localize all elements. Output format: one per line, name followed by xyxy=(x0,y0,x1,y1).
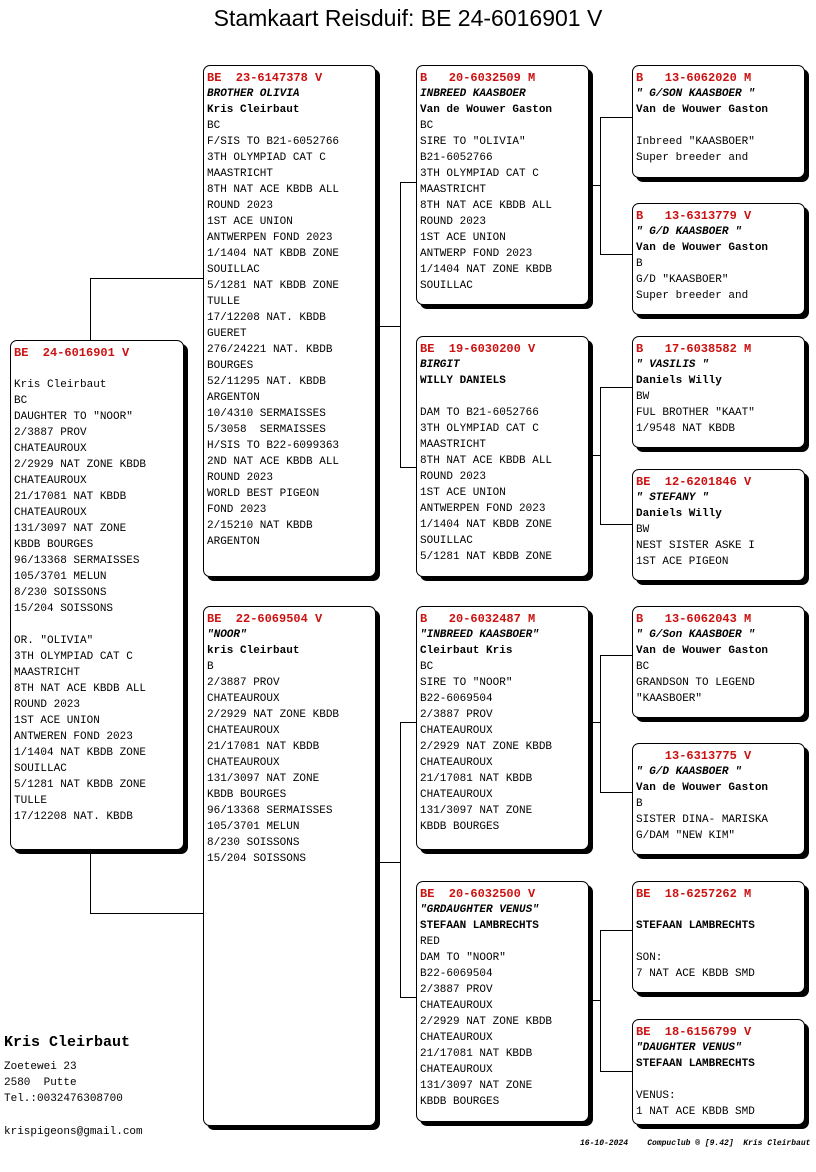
detail-line: 105/3701 MELUN xyxy=(14,571,107,583)
detail-line: 131/3097 NAT ZONE xyxy=(14,523,127,535)
detail-line: B22-6069504 xyxy=(420,968,493,980)
detail-line xyxy=(14,617,180,633)
ring-number: B 20-6032487 M xyxy=(420,612,536,626)
pigeon-name xyxy=(636,902,801,918)
owner-name: Kris Cleirbaut xyxy=(207,104,300,116)
pigeon-name: " VASILIS " xyxy=(636,359,709,371)
detail-line: CHATEAUROUX xyxy=(14,443,87,455)
detail-line: 8TH NAT ACE KBDB ALL xyxy=(207,184,340,196)
detail-line: 21/17081 NAT KBDB xyxy=(420,773,533,785)
connector-sire-grandparents xyxy=(376,326,400,328)
detail-line: 2/3887 PROV xyxy=(14,427,87,439)
detail-line: B21-6052766 xyxy=(420,152,493,164)
detail-line: ANTWERPEN FOND 2023 xyxy=(420,503,546,515)
connector-ss-parents xyxy=(589,185,600,187)
detail-line: 1ST ACE PIGEON xyxy=(636,556,729,568)
detail-line: Inbreed "KAASBOER" xyxy=(636,136,755,148)
pigeon-details xyxy=(636,934,801,982)
detail-line: SIRE TO "NOOR" xyxy=(420,677,513,689)
pigeon-name: " G/Son KAASBOER " xyxy=(636,629,755,641)
pigeon-card-sdd xyxy=(632,469,805,581)
pigeon-details xyxy=(420,934,585,1110)
detail-line: 5/3058 SERMAISSES xyxy=(207,424,326,436)
detail-line: ARGENTON xyxy=(207,392,260,404)
pigeon-card-dds xyxy=(632,881,805,993)
pigeon-name: "GRDAUGHTER VENUS" xyxy=(420,904,539,916)
detail-line: SOUILLAC xyxy=(14,763,67,775)
detail-line: 10/4310 SERMAISSES xyxy=(207,408,326,420)
detail-line: DAUGHTER TO "NOOR" xyxy=(14,411,133,423)
pigeon-details xyxy=(636,389,801,437)
detail-line: FOND 2023 xyxy=(207,504,267,516)
detail-line: ROUND 2023 xyxy=(207,472,274,484)
pigeon-details xyxy=(420,118,585,294)
owner-name: Van de Wouwer Gaston xyxy=(636,104,769,116)
detail-line: 21/17081 NAT KBDB xyxy=(207,741,320,753)
detail-line: 8/230 SOISSONS xyxy=(207,837,300,849)
detail-line: 17/12208 NAT. KBDB xyxy=(14,811,133,823)
connector-ds-parents xyxy=(589,722,600,724)
pigeon-details xyxy=(636,118,801,166)
detail-line: 15/204 SOISSONS xyxy=(207,853,307,865)
ring-number: BE 20-6032500 V xyxy=(420,887,536,901)
detail-line: 2ND NAT ACE KBDB ALL xyxy=(207,456,340,468)
detail-line: 5/1281 NAT KBDB ZONE xyxy=(207,280,340,292)
ring-number: B 13-6062043 M xyxy=(636,612,752,626)
connector-dam-grandparents xyxy=(376,862,400,864)
pigeon-card-dam-sire xyxy=(416,606,589,850)
breeder-street: Zoetewei 23 xyxy=(4,1061,77,1073)
detail-line: 2/3887 PROV xyxy=(420,709,493,721)
detail-line: CHATEAUROUX xyxy=(14,475,87,487)
detail-line: VENUS: xyxy=(636,1090,676,1102)
detail-line: 276/24221 NAT. KBDB xyxy=(207,344,333,356)
detail-line: 105/3701 MELUN xyxy=(207,821,300,833)
page-title: Stamkaart Reisduif: BE 24-6016901 V xyxy=(213,5,603,31)
detail-line xyxy=(14,361,180,377)
detail-line: KBDB BOURGES xyxy=(420,821,500,833)
detail-line: GUERET xyxy=(207,328,247,340)
ring-number: B 17-6038582 M xyxy=(636,342,752,356)
detail-line xyxy=(636,118,801,134)
detail-line: G/DAM "NEW KIM" xyxy=(636,830,736,842)
owner-name: Daniels Willy xyxy=(636,508,722,520)
pigeon-details xyxy=(636,796,801,844)
owner-name: Van de Wouwer Gaston xyxy=(636,645,769,657)
detail-line: 17/12208 NAT. KBDB xyxy=(207,312,326,324)
connector-sd-parents xyxy=(589,455,600,457)
pigeon-name: BIRGIT xyxy=(420,359,460,371)
detail-line: MAASTRICHT xyxy=(420,439,487,451)
detail-line: NEST SISTER ASKE I xyxy=(636,540,755,552)
breeder-phone: Tel.:0032476308700 xyxy=(4,1093,123,1105)
detail-line: 131/3097 NAT ZONE xyxy=(207,773,320,785)
owner-name: kris Cleirbaut xyxy=(207,645,300,657)
connector-sd-parents xyxy=(600,387,634,525)
pigeon-card-subject xyxy=(10,340,184,850)
detail-line: BC xyxy=(420,661,434,673)
detail-line: 1ST ACE UNION xyxy=(420,487,506,499)
pigeon-name: " G/SON KAASBOER " xyxy=(636,88,755,100)
owner-name: STEFAAN LAMBRECHTS xyxy=(420,920,539,932)
detail-line: KBDB BOURGES xyxy=(14,539,94,551)
detail-line: CHATEAUROUX xyxy=(207,757,280,769)
owner-name: STEFAAN LAMBRECHTS xyxy=(636,1058,755,1070)
pigeon-name: BROTHER OLIVIA xyxy=(207,88,300,100)
pigeon-details xyxy=(636,659,801,707)
detail-line: ROUND 2023 xyxy=(207,200,274,212)
detail-line: B xyxy=(636,258,643,270)
detail-line: 2/3887 PROV xyxy=(207,677,280,689)
detail-line: 2/3887 PROV xyxy=(420,984,493,996)
pigeon-details xyxy=(420,659,585,835)
owner-name: WILLY DANIELS xyxy=(420,375,506,387)
pigeon-details xyxy=(207,118,372,550)
pigeon-card-dam xyxy=(203,606,376,1126)
detail-line: MAASTRICHT xyxy=(207,168,274,180)
detail-line: 2/2929 NAT ZONE KBDB xyxy=(14,459,147,471)
detail-line: BW xyxy=(636,524,650,536)
owner-name: STEFAAN LAMBRECHTS xyxy=(636,920,755,932)
detail-line: MAASTRICHT xyxy=(14,667,81,679)
detail-line: G/D "KAASBOER" xyxy=(636,274,729,286)
detail-line: 2/2929 NAT ZONE KBDB xyxy=(420,1016,553,1028)
detail-line: GRANDSON TO LEGEND xyxy=(636,677,755,689)
detail-line: 1/1404 NAT ZONE KBDB xyxy=(420,264,553,276)
detail-line: 1/1404 NAT KBDB ZONE xyxy=(420,519,553,531)
detail-line: SOUILLAC xyxy=(420,280,473,292)
detail-line: 5/1281 NAT KBDB ZONE xyxy=(420,551,553,563)
detail-line: Kris Cleirbaut xyxy=(14,379,107,391)
pigeon-details xyxy=(636,256,801,304)
pigeon-card-sire-sire xyxy=(416,65,589,305)
ring-number: BE 12-6201846 V xyxy=(636,475,752,489)
pigeon-card-sds xyxy=(632,336,805,448)
pigeon-details xyxy=(636,522,801,570)
detail-line xyxy=(636,1072,801,1088)
detail-line: OR. "OLIVIA" xyxy=(14,635,94,647)
detail-line: 3TH OLYMPIAD CAT C xyxy=(420,423,539,435)
ring-number: BE 22-6069504 V xyxy=(207,612,323,626)
detail-line: 52/11295 NAT. KBDB xyxy=(207,376,326,388)
detail-line: BOURGES xyxy=(207,360,254,372)
detail-line: 1/9548 NAT KBDB xyxy=(636,423,736,435)
detail-line: 7 NAT ACE KBDB SMD xyxy=(636,968,755,980)
print-info: 16-10-2024 Compuclub ® [9.42] Kris Cleirbaut xyxy=(580,1139,811,1148)
pigeon-card-ddd xyxy=(632,1019,805,1125)
owner-name: Van de Wouwer Gaston xyxy=(420,104,553,116)
ring-number: B 13-6062020 M xyxy=(636,71,752,85)
detail-line: CHATEAUROUX xyxy=(207,725,280,737)
pigeon-card-sire xyxy=(203,65,376,577)
detail-line: 2/2929 NAT ZONE KBDB xyxy=(420,741,553,753)
detail-line: DAM TO B21-6052766 xyxy=(420,407,539,419)
detail-line: KBDB BOURGES xyxy=(420,1096,500,1108)
detail-line: 2/15210 NAT KBDB xyxy=(207,520,313,532)
ring-number: BE 23-6147378 V xyxy=(207,71,323,85)
detail-line: Super breeder and xyxy=(636,152,749,164)
detail-line: 21/17081 NAT KBDB xyxy=(420,1048,533,1060)
connector-ss-parents xyxy=(600,117,634,255)
detail-line: 96/13368 SERMAISSES xyxy=(14,555,140,567)
detail-line: CHATEAUROUX xyxy=(420,725,493,737)
detail-line: H/SIS TO B22-6099363 xyxy=(207,440,340,452)
detail-line: CHATEAUROUX xyxy=(420,789,493,801)
detail-line: CHATEAUROUX xyxy=(207,693,280,705)
detail-line: 1/1404 NAT KBDB ZONE xyxy=(14,747,147,759)
detail-line xyxy=(420,389,585,405)
pigeon-card-dam-dam xyxy=(416,881,589,1122)
breeder-name: Kris Cleirbaut xyxy=(4,1034,131,1051)
ring-number: B 13-6313779 V xyxy=(636,209,752,223)
detail-line: B xyxy=(207,661,214,673)
detail-line: F/SIS TO B21-6052766 xyxy=(207,136,340,148)
detail-line: CHATEAUROUX xyxy=(420,1032,493,1044)
detail-line: 8/230 SOISSONS xyxy=(14,587,107,599)
owner-name: Daniels Willy xyxy=(636,375,722,387)
detail-line: 1ST ACE UNION xyxy=(14,715,100,727)
pigeon-card-ssd xyxy=(632,203,805,315)
detail-line: MAASTRICHT xyxy=(420,184,487,196)
pigeon-details xyxy=(207,659,372,867)
detail-line: SISTER DINA- MARISKA xyxy=(636,814,769,826)
detail-line: RED xyxy=(420,936,440,948)
connector-ds-parents xyxy=(600,655,634,793)
breeder-email[interactable]: krispigeons@gmail.com xyxy=(4,1126,143,1138)
detail-line: WORLD BEST PIGEON xyxy=(207,488,320,500)
breeder-city: 2580 Putte xyxy=(4,1077,77,1089)
detail-line: 8TH NAT ACE KBDB ALL xyxy=(14,683,147,695)
pigeon-card-dsd xyxy=(632,743,805,855)
detail-line: CHATEAUROUX xyxy=(420,1000,493,1012)
detail-line: ROUND 2023 xyxy=(420,216,487,228)
pigeon-name: "INBREED KAASBOER" xyxy=(420,629,539,641)
detail-line: 15/204 SOISSONS xyxy=(14,603,114,615)
ring-number: BE 19-6030200 V xyxy=(420,342,536,356)
detail-line: SIRE TO "OLIVIA" xyxy=(420,136,526,148)
owner-name: Cleirbaut Kris xyxy=(420,645,513,657)
pigeon-name: " STEFANY " xyxy=(636,492,709,504)
detail-line: CHATEAUROUX xyxy=(420,1064,493,1076)
detail-line: ROUND 2023 xyxy=(14,699,81,711)
detail-line: 8TH NAT ACE KBDB ALL xyxy=(420,455,553,467)
owner-name: Van de Wouwer Gaston xyxy=(636,782,769,794)
pigeon-name: " G/D KAASBOER " xyxy=(636,766,742,778)
pigeon-details xyxy=(14,361,180,825)
detail-line: 1ST ACE UNION xyxy=(207,216,293,228)
pigeon-card-sss xyxy=(632,65,805,178)
detail-line: BW xyxy=(636,391,650,403)
pigeon-name: INBREED KAASBOER xyxy=(420,88,526,100)
detail-line: BC xyxy=(636,661,650,673)
pigeon-name: "NOOR" xyxy=(207,629,247,641)
detail-line: SOUILLAC xyxy=(207,264,260,276)
pigeon-card-dss xyxy=(632,606,805,718)
detail-line: FUL BROTHER "KAAT" xyxy=(636,407,755,419)
detail-line: BC xyxy=(14,395,28,407)
ring-number: BE 18-6257262 M xyxy=(636,887,752,901)
detail-line: 2/2929 NAT ZONE KBDB xyxy=(207,709,340,721)
detail-line: 3TH OLYMPIAD CAT C xyxy=(14,651,133,663)
owner-name: Van de Wouwer Gaston xyxy=(636,242,769,254)
pigeon-details xyxy=(420,389,585,565)
detail-line: ANTWERP FOND 2023 xyxy=(420,248,533,260)
ring-number: BE 24-6016901 V xyxy=(14,346,130,360)
detail-line: Super breeder and xyxy=(636,290,749,302)
detail-line: BC xyxy=(420,120,434,132)
detail-line: ANTWERPEN FOND 2023 xyxy=(207,232,333,244)
detail-line: CHATEAUROUX xyxy=(14,507,87,519)
connector-dd-parents xyxy=(600,930,634,1072)
ring-number: B 20-6032509 M xyxy=(420,71,536,85)
detail-line: 1/1404 NAT KBDB ZONE xyxy=(207,248,340,260)
detail-line: ARGENTON xyxy=(207,536,260,548)
pigeon-name: "DAUGHTER VENUS" xyxy=(636,1042,742,1054)
detail-line: BC xyxy=(207,120,221,132)
detail-line: 1 NAT ACE KBDB SMD xyxy=(636,1106,755,1118)
detail-line: CHATEAUROUX xyxy=(420,757,493,769)
pigeon-details xyxy=(636,1072,801,1120)
detail-line: ANTWEREN FOND 2023 xyxy=(14,731,133,743)
detail-line: 131/3097 NAT ZONE xyxy=(420,805,533,817)
detail-line: SOUILLAC xyxy=(420,535,473,547)
detail-line: DAM TO "NOOR" xyxy=(420,952,506,964)
detail-line: ROUND 2023 xyxy=(420,471,487,483)
connector-dd-parents xyxy=(589,1000,600,1002)
detail-line xyxy=(636,934,801,950)
detail-line: 3TH OLYMPIAD CAT C xyxy=(420,168,539,180)
detail-line: "KAASBOER" xyxy=(636,693,703,705)
ring-number: BE 18-6156799 V xyxy=(636,1025,752,1039)
detail-line: 96/13368 SERMAISSES xyxy=(207,805,333,817)
pigeon-name: " G/D KAASBOER " xyxy=(636,226,742,238)
detail-line: 1ST ACE UNION xyxy=(420,232,506,244)
detail-line: 3TH OLYMPIAD CAT C xyxy=(207,152,326,164)
ring-number: 13-6313775 V xyxy=(636,749,752,763)
detail-line: TULLE xyxy=(14,795,48,807)
detail-line: KBDB BOURGES xyxy=(207,789,287,801)
detail-line: B22-6069504 xyxy=(420,693,493,705)
detail-line: SON: xyxy=(636,952,663,964)
pigeon-card-sire-dam xyxy=(416,336,589,577)
detail-line: 21/17081 NAT KBDB xyxy=(14,491,127,503)
detail-line: 131/3097 NAT ZONE xyxy=(420,1080,533,1092)
detail-line: TULLE xyxy=(207,296,241,308)
detail-line: 8TH NAT ACE KBDB ALL xyxy=(420,200,553,212)
detail-line: B xyxy=(636,798,643,810)
detail-line: 5/1281 NAT KBDB ZONE xyxy=(14,779,147,791)
